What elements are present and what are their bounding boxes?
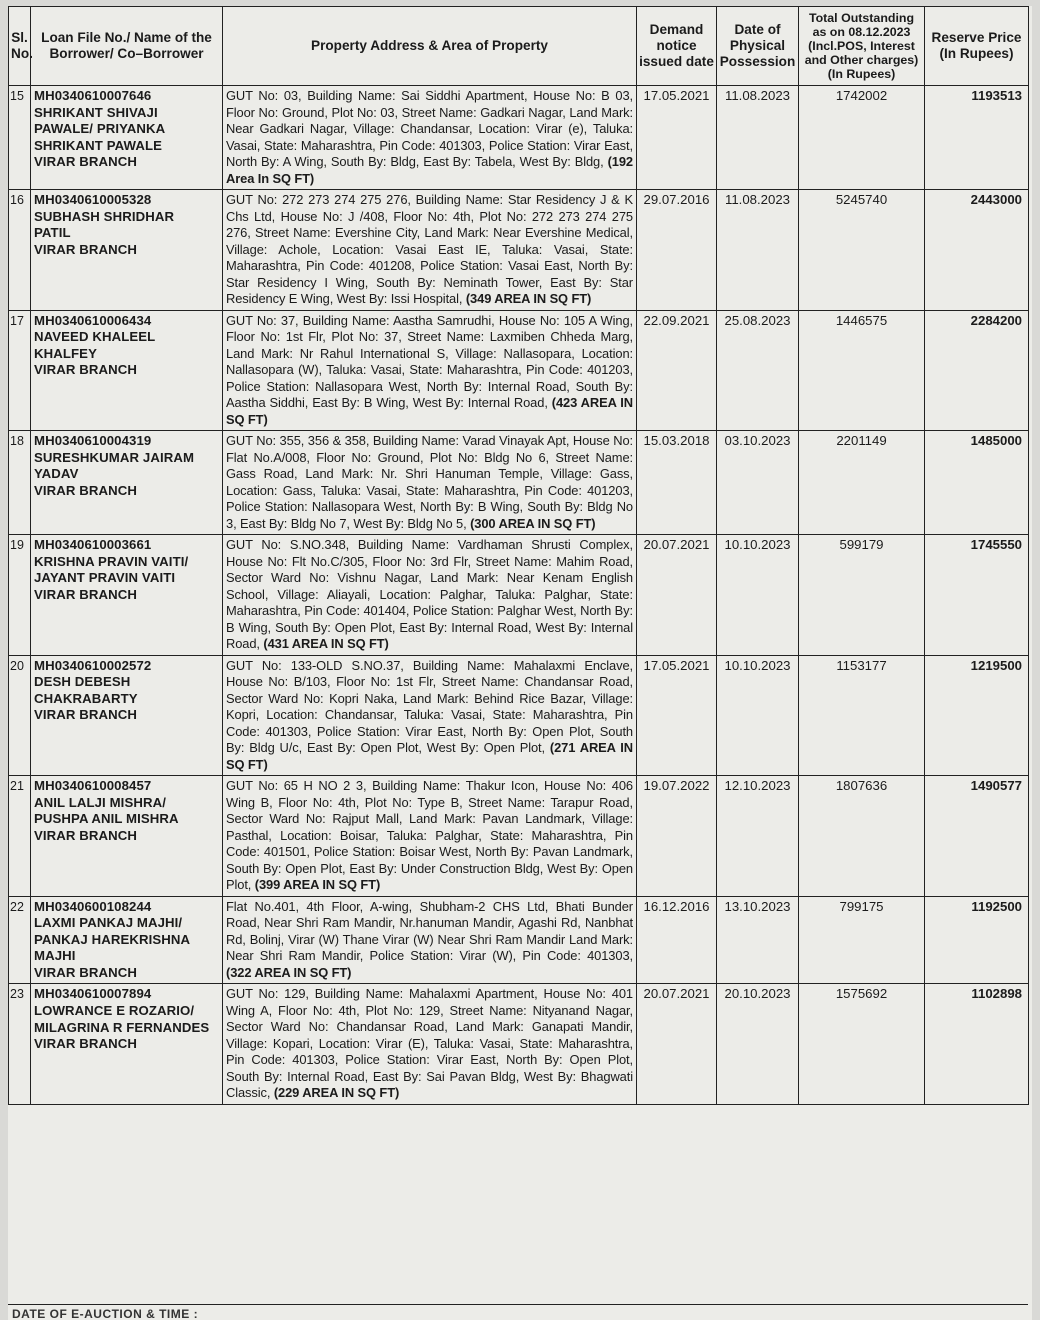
auction-date-footer: DATE OF E-AUCTION & TIME : [8,1304,1028,1320]
possession-date: 10.10.2023 [717,535,799,656]
borrower-name: PUSHPA ANIL MISHRA [34,811,179,827]
loan-file-number: MH0340610007894 [34,986,152,1002]
branch-name: VIRAR BRANCH [34,482,138,498]
total-outstanding: 1446575 [799,310,925,431]
borrower-name: JAYANT PRAVIN VAITI [34,570,176,586]
borrower-name: KHALFEY [34,345,97,361]
borrower-name: SHRIKANT PAWALE [34,137,163,153]
auction-notice-sheet [8,6,1032,1320]
borrower-name: YADAV [34,466,79,482]
total-outstanding: 1742002 [799,86,925,190]
table-row [9,431,1029,535]
property-address [223,535,637,656]
property-address [223,655,637,776]
property-address [223,310,637,431]
table-header-row [9,7,1029,86]
property-area: (300 AREA IN SQ FT) [470,515,596,531]
serial-number: 21 [9,776,31,897]
serial-number: 16 [9,190,31,311]
reserve-price: 1192500 [925,896,1029,984]
header-demand-notice: Demand notice issued date [637,7,717,86]
property-address [223,776,637,897]
table-row [9,896,1029,984]
possession-date: 11.08.2023 [717,86,799,190]
borrower-details [31,431,223,535]
reserve-price: 2443000 [925,190,1029,311]
table-row [9,655,1029,776]
borrower-name: PATIL [34,225,71,241]
possession-date: 13.10.2023 [717,896,799,984]
property-area: (349 AREA IN SQ FT) [465,291,592,306]
address-text: GUT No: 03, Building Name: Sai Siddhi Apartment, House No: B 03, Floor No: Ground, Plot No: 03, Street Name: Gadkari Nagar, Land Mark: Near Gadkari Nagar, Village: Chandansar, Location: Virar (e), Taluka: Vasai, State: Maharashtra, Pin Code: 401303, Police Station: Virar East, North By: A Wing, South By: Bldg, East By: Tabela, West By: Bldg, [226,88,633,169]
demand-notice-date: 22.09.2021 [637,310,717,431]
reserve-price: 2284200 [925,310,1029,431]
reserve-price: 1219500 [925,655,1029,776]
property-address [223,896,637,984]
reserve-price: 1102898 [925,984,1029,1105]
property-address [223,984,637,1105]
borrower-details [31,984,223,1105]
loan-file-number: MH0340610005328 [34,192,152,207]
serial-number: 23 [9,984,31,1105]
possession-date: 25.08.2023 [717,310,799,431]
borrower-name: KRISHNA PRAVIN VAITI/ [34,553,189,569]
table-row [9,535,1029,656]
branch-name: VIRAR BRANCH [34,827,138,843]
borrower-name: CHAKRABARTY [34,690,138,706]
borrower-details [31,535,223,656]
address-text: GUT No: 65 H NO 2 3, Building Name: Thakur Icon, House No: 406 Wing B, Floor No: 4th, Plot No: Type B, Street Name: Tarapur Road, Sector Ward No: Rajput Mall, Land Mark: Pavan Landmark, Village: Pasthal, Location: Boisar, Taluka: Palghar, State: Maharashtra, Pin Code: 401501, Police Station: Boisar West, North By: Pavan Landmark, South By: Open Plot, East By: Under Construction Bldg, West By: Open Plot, [226,778,633,892]
demand-notice-date: 16.12.2016 [637,896,717,984]
table-row [9,310,1029,431]
total-outstanding: 1807636 [799,776,925,897]
borrower-name: ANIL LALJI MISHRA/ [34,794,166,810]
loan-file-number: MH0340610003661 [34,537,152,552]
property-area: (423 AREA IN SQ FT) [226,395,633,427]
branch-name: VIRAR BRANCH [34,586,138,602]
header-total-outstanding: Total Outstanding as on 08.12.2023 (Incl.POS, Interest and Other charges) (In Rupees) [799,7,925,86]
table-row [9,86,1029,190]
borrower-details [31,310,223,431]
loan-file-number: MH0340610006434 [34,312,152,328]
branch-name: VIRAR BRANCH [34,241,138,257]
borrower-details [31,655,223,776]
address-text: GUT No: 355, 356 & 358, Building Name: Varad Vinayak Apt, House No: Flat No.A/008, Floor No: Ground, Plot No: Bldg No 6, Street Name: Gass Road, Land Mark: Nr. Shri Hanuman Temple, Village: Gass, Location: Gass, Taluka: Vasai, State: Maharashtra, Pin Code: 401203, Police Station: Nallasopara West, North By: B Wing, South By: Bldg No 3, East By: Bldg No 7, West By: Bldg No 5, [226,433,633,531]
borrower-name: MILAGRINA R FERNANDES [34,1019,210,1035]
table-row [9,190,1029,311]
borrower-name: SHRIKANT SHIVAJI [34,104,158,120]
borrower-name: SURESHKUMAR JAIRAM [34,449,195,465]
property-area: (229 AREA IN SQ FT) [273,1085,400,1101]
total-outstanding: 1575692 [799,984,925,1105]
branch-name: VIRAR BRANCH [34,362,138,378]
demand-notice-date: 20.07.2021 [637,535,717,656]
loan-file-number: MH0340600108244 [34,898,152,914]
demand-notice-date: 15.03.2018 [637,431,717,535]
table-row [9,776,1029,897]
table-row [9,984,1029,1105]
total-outstanding: 599179 [799,535,925,656]
header-reserve-price: Reserve Price (In Rupees) [925,7,1029,86]
property-address [223,431,637,535]
reserve-price: 1745550 [925,535,1029,656]
possession-date: 12.10.2023 [717,776,799,897]
serial-number: 22 [9,896,31,984]
reserve-price: 1485000 [925,431,1029,535]
address-text: GUT No: 37, Building Name: Aastha Samrudhi, House No: 105 A Wing, Floor No: 1st Flr, Plot No: 37, Street Name: Laxmiben Chheda Marg, Land Mark: Nr Rahul International S, Village: Nallasopara, Location: Nallasopara (W), Taluka: Vasai, State: Maharashtra, Pin Code: 401203, Police Station: Nallasopara West, North By: Internal Road, South By: Aastha Siddhi, East By: B Wing, West By: Internal Road, [226,312,633,410]
address-text: GUT No: 133-OLD S.NO.37, Building Name: Mahalaxmi Enclave, House No: B/103, Floor No: 1st Flr, Street Name: Chandansar Road, Sector Ward No: Kopri Naka, Land Mark: Behind Rice Bazar, Village: Kopri, Location: Chandansar, Taluka: Vasai, State: Maharashtra, Pin Code: 401303, Police Station: Virar East, North By: Open Plot, South By: Bldg U/c, East By: Open Plot, West By: Open Plot, [226,657,633,755]
header-loan-file: Loan File No./ Name of the Borrower/ Co–Borrower [31,7,223,86]
header-possession-date: Date of Physical Possession [717,7,799,86]
address-text: GUT No: 129, Building Name: Mahalaxmi Apartment, House No: 401 Wing A, Floor No: 4th, Plot No: 129, Street Name: Nityanand Nagar, Sector Ward No: Chandansar Road, Land Mark: Ganapati Mandir, Village: Kopari, Location: Virar (E), Taluka: Vasai, State: Maharashtra, Pin Code: 401303, Police Station: Virar East, North By: Open Plot, South By: Internal Road, East By: Sai Pavan Bldg, West By: Bhagwati Classic, [226,986,633,1101]
property-auction-table [8,6,1029,1105]
serial-number: 17 [9,310,31,431]
address-text: GUT No: 272 273 274 275 276, Building Name: Star Residency J & K Chs Ltd, House No: J /408, Floor No: 4th, Plot No: 272 273 274 275 276, Street Name: Evershine City, Land Mark: Near Evershine Medical, Village: Achole, Location: Vasai East IE, Taluka: Vasai, State: Maharashtra, Pin Code: 401208, Police Station: Vasai East, North By: Star Residency I Wing, South By: Neminath Tower, East By: Star Residency E Wing, West By: Issi Hospital, [226,192,633,306]
borrower-name: SUBHASH SHRIDHAR [34,208,175,224]
property-area: (271 AREA IN SQ FT) [226,740,633,772]
property-address [223,190,637,311]
demand-notice-date: 20.07.2021 [637,984,717,1105]
borrower-name: PANKAJ HAREKRISHNA [34,931,191,947]
borrower-name: LAXMI PANKAJ MAJHI/ [34,915,183,931]
borrower-name: LOWRANCE E ROZARIO/ [34,1003,195,1019]
header-sl-no: Sl. No. [9,7,31,86]
possession-date: 11.08.2023 [717,190,799,311]
total-outstanding: 799175 [799,896,925,984]
loan-file-number: MH0340610007646 [34,88,152,103]
property-address [223,86,637,190]
borrower-details [31,190,223,311]
property-area: (399 AREA IN SQ FT) [254,877,381,892]
header-property-address: Property Address & Area of Property [223,7,637,86]
branch-name: VIRAR BRANCH [34,154,138,170]
possession-date: 10.10.2023 [717,655,799,776]
possession-date: 20.10.2023 [717,984,799,1105]
branch-name: VIRAR BRANCH [34,1036,138,1052]
demand-notice-date: 29.07.2016 [637,190,717,311]
address-text: Flat No.401, 4th Floor, A-wing, Shubham-2 CHS Ltd, Bhati Bunder Road, Near Shri Ram Mandir, Nr.hanuman Mandir, Agashi Rd, Nanbhat Rd, Bolinj, Virar (W) Thane Virar (W) Near Shri Ram Mandir Land Mark: Near Shri Ram Mandir, Police Station: Virar (W), Pin Code: 401303, [226,898,633,963]
total-outstanding: 1153177 [799,655,925,776]
total-outstanding: 2201149 [799,431,925,535]
borrower-name: NAVEED KHALEEL [34,329,156,345]
borrower-name: MAJHI [34,948,76,964]
property-area: (322 AREA IN SQ FT) [226,964,352,980]
serial-number: 15 [9,86,31,190]
demand-notice-date: 17.05.2021 [637,655,717,776]
borrower-name: PAWALE/ PRIYANKA [34,121,166,137]
reserve-price: 1193513 [925,86,1029,190]
serial-number: 19 [9,535,31,656]
serial-number: 18 [9,431,31,535]
demand-notice-date: 19.07.2022 [637,776,717,897]
borrower-details [31,776,223,897]
loan-file-number: MH0340610004319 [34,433,152,448]
demand-notice-date: 17.05.2021 [637,86,717,190]
loan-file-number: MH0340610002572 [34,657,152,673]
loan-file-number: MH0340610008457 [34,778,152,793]
branch-name: VIRAR BRANCH [34,707,138,723]
property-area: (431 AREA IN SQ FT) [263,636,389,651]
total-outstanding: 5245740 [799,190,925,311]
borrower-details [31,86,223,190]
address-text: GUT No: S.NO.348, Building Name: Vardhaman Shrusti Complex, House No: Flt No.C/305, Floor No: 3rd Flr, Street Name: Mahim Road, Sector Ward No: Vishnu Nagar, Land Mark: Near Kenam English School, Village: Aliayali, Location: Palghar, Taluka: Palghar, State: Maharashtra, Pin Code: 401404, Police Station: Palghar West, North By: B Wing, South By: Open Plot, East By: Internal Road, West By: Internal Road, [226,537,633,651]
property-area: (192 Area In SQ FT) [226,154,633,186]
borrower-name: DESH DEBESH [34,674,131,690]
table-body [9,86,1029,1105]
branch-name: VIRAR BRANCH [34,964,138,980]
borrower-details [31,896,223,984]
possession-date: 03.10.2023 [717,431,799,535]
serial-number: 20 [9,655,31,776]
reserve-price: 1490577 [925,776,1029,897]
